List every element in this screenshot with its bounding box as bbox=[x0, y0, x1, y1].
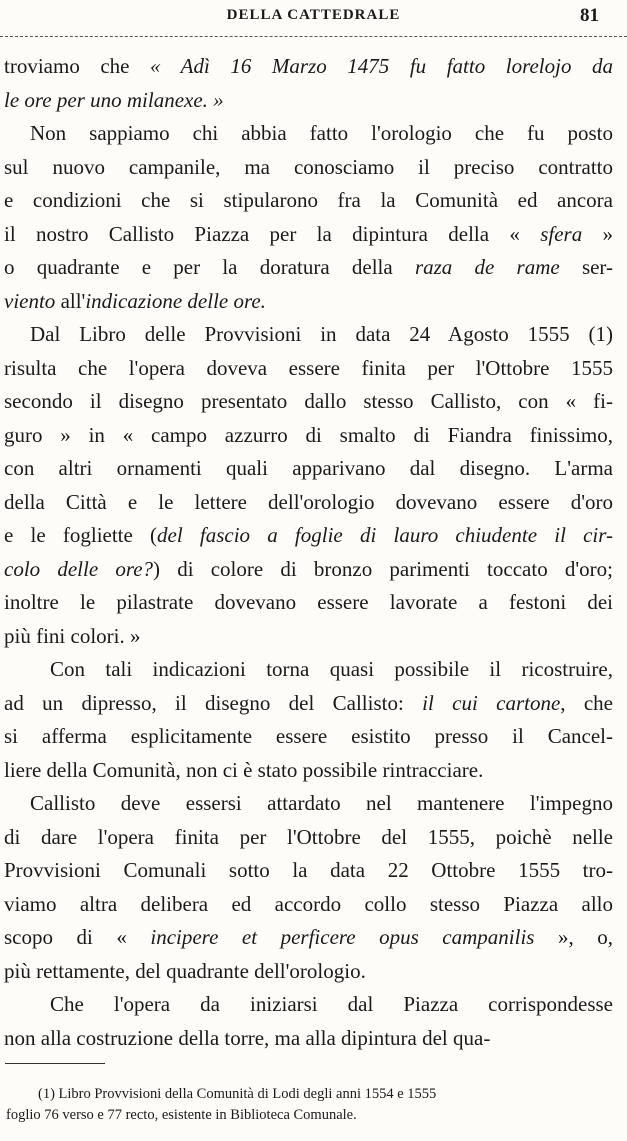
text-line bbox=[4, 955, 613, 989]
italic-text: le ore per uno milanexe. » bbox=[4, 87, 224, 112]
text-line bbox=[4, 84, 613, 118]
text-run: Con tali indicazioni torna quasi possibile il ricostruire, bbox=[50, 657, 613, 681]
italic-text: « Adì 16 Marzo 1475 fu fatto lorelojo da bbox=[150, 54, 613, 78]
text-run: e condizioni che si stipularono fra la Comunità ed ancora bbox=[4, 188, 613, 212]
text-line bbox=[4, 653, 613, 687]
text-run: Che l'opera da iniziarsi dal Piazza corrispondesse bbox=[50, 992, 613, 1016]
text-run: Dal Libro delle Provvisioni in data 24 Agosto 1555 (1) bbox=[30, 322, 613, 346]
text-line bbox=[4, 318, 613, 352]
text-line bbox=[4, 519, 613, 553]
text-line bbox=[4, 486, 613, 520]
body-text bbox=[4, 50, 613, 1055]
italic-text: indicazione delle ore. bbox=[85, 288, 266, 313]
text-run: non alla costruzione della torre, ma alla dipintura del qua- bbox=[4, 1025, 491, 1050]
footnote bbox=[6, 1084, 612, 1126]
text-run: inoltre le pilastrate dovevano essere lavorate a festoni dei bbox=[4, 590, 613, 614]
paragraph bbox=[4, 653, 613, 787]
text-run: sul nuovo campanile, ma conosciamo il preciso contratto bbox=[4, 154, 613, 179]
text-line bbox=[4, 988, 613, 1022]
footnote-line: (1) Libro Provvisioni della Comunità di Lodi degli anni 1554 e 1555 bbox=[38, 1086, 437, 1102]
italic-text: viento bbox=[4, 288, 56, 313]
text-line bbox=[4, 921, 613, 955]
paragraph bbox=[4, 50, 613, 117]
text-run: troviamo che bbox=[4, 54, 151, 78]
text-line bbox=[4, 687, 613, 721]
text-run: guro » in « campo azzurro di smalto di Fiandra finissimo, bbox=[4, 422, 613, 447]
italic-text: colo delle ore? bbox=[4, 556, 154, 581]
text-run: più rettamente, del quadrante dell'orologio. bbox=[4, 958, 366, 983]
text-line bbox=[4, 754, 613, 788]
text-line bbox=[4, 620, 613, 654]
italic-text: raza de rame bbox=[414, 255, 560, 279]
text-line bbox=[4, 787, 613, 821]
text-line bbox=[4, 888, 613, 922]
italic-text: del fascio a foglie di lauro chiudente il cir- bbox=[157, 523, 613, 547]
text-run: ) di colore di bronzo parimenti toccato d'oro; bbox=[153, 556, 613, 581]
text-line bbox=[4, 720, 613, 754]
text-run: , che bbox=[560, 690, 613, 715]
text-run: scopo di « bbox=[4, 925, 151, 949]
page-header bbox=[0, 0, 627, 38]
text-run: di dare l'opera finita per l'Ottobre del 1555, poichè nelle bbox=[4, 824, 613, 849]
text-line bbox=[4, 218, 613, 252]
text-line bbox=[4, 184, 613, 218]
paragraph bbox=[4, 318, 613, 653]
text-run: viamo altra delibera ed accordo collo stesso Piazza allo bbox=[4, 891, 613, 916]
italic-text: sfera bbox=[540, 221, 583, 246]
text-run: secondo il disegno presentato dallo stesso Callisto, con « fi- bbox=[4, 389, 613, 413]
text-run: liere della Comunità, non ci è stato possibile rintracciare. bbox=[4, 757, 484, 782]
text-run: della Città e le lettere dell'orologio dovevano essere d'oro bbox=[4, 489, 613, 514]
text-run: ser- bbox=[559, 255, 614, 279]
text-line bbox=[4, 251, 613, 285]
text-run: Non sappiamo chi abbia fatto l'orologio che fu posto bbox=[30, 121, 613, 145]
text-line bbox=[4, 821, 613, 855]
italic-text: il cui cartone bbox=[422, 690, 561, 715]
text-run: all' bbox=[55, 288, 86, 313]
text-run: il nostro Callisto Piazza per la dipintura della « bbox=[4, 221, 541, 246]
text-line bbox=[4, 553, 613, 587]
header-rule bbox=[0, 36, 627, 37]
text-run: ad un dipresso, il disegno del Callisto: bbox=[4, 690, 423, 715]
text-line bbox=[4, 586, 613, 620]
text-line bbox=[4, 352, 613, 386]
text-line bbox=[4, 117, 613, 151]
text-line bbox=[4, 151, 613, 185]
text-line bbox=[4, 452, 613, 486]
footnote-line: foglio 76 verso e 77 recto, esistente in Biblioteca Comunale. bbox=[6, 1107, 357, 1123]
paragraph bbox=[4, 117, 613, 318]
text-line bbox=[4, 854, 613, 888]
text-run: », o, bbox=[534, 925, 613, 949]
text-line bbox=[4, 419, 613, 453]
text-run: » bbox=[582, 221, 613, 246]
text-run: più fini colori. » bbox=[4, 623, 141, 648]
text-line bbox=[4, 385, 613, 419]
running-title: DELLA CATTEDRALE bbox=[226, 7, 401, 23]
italic-text: incipere et perficere opus campanilis bbox=[150, 925, 535, 949]
text-run: Callisto deve essersi attardato nel mantenere l'impegno bbox=[30, 791, 613, 815]
text-run: risulta che l'opera doveva essere finita per l'Ottobre 1555 bbox=[4, 355, 613, 380]
text-line bbox=[4, 1022, 613, 1056]
text-line bbox=[4, 285, 613, 319]
paragraph bbox=[4, 787, 613, 988]
text-run: o quadrante e per la doratura della bbox=[4, 255, 415, 279]
text-run: si afferma esplicitamente essere esistito presso il Cancel- bbox=[4, 724, 613, 748]
footnote-separator bbox=[5, 1063, 105, 1064]
paragraph bbox=[4, 988, 613, 1055]
text-line bbox=[4, 50, 613, 84]
text-run: con altri ornamenti quali apparivano dal disegno. L'arma bbox=[4, 456, 613, 480]
page-number: 81 bbox=[580, 5, 599, 26]
text-run: e le fogliette ( bbox=[4, 523, 158, 547]
text-run: Provvisioni Comunali sotto la data 22 Ottobre 1555 tro- bbox=[4, 858, 613, 882]
